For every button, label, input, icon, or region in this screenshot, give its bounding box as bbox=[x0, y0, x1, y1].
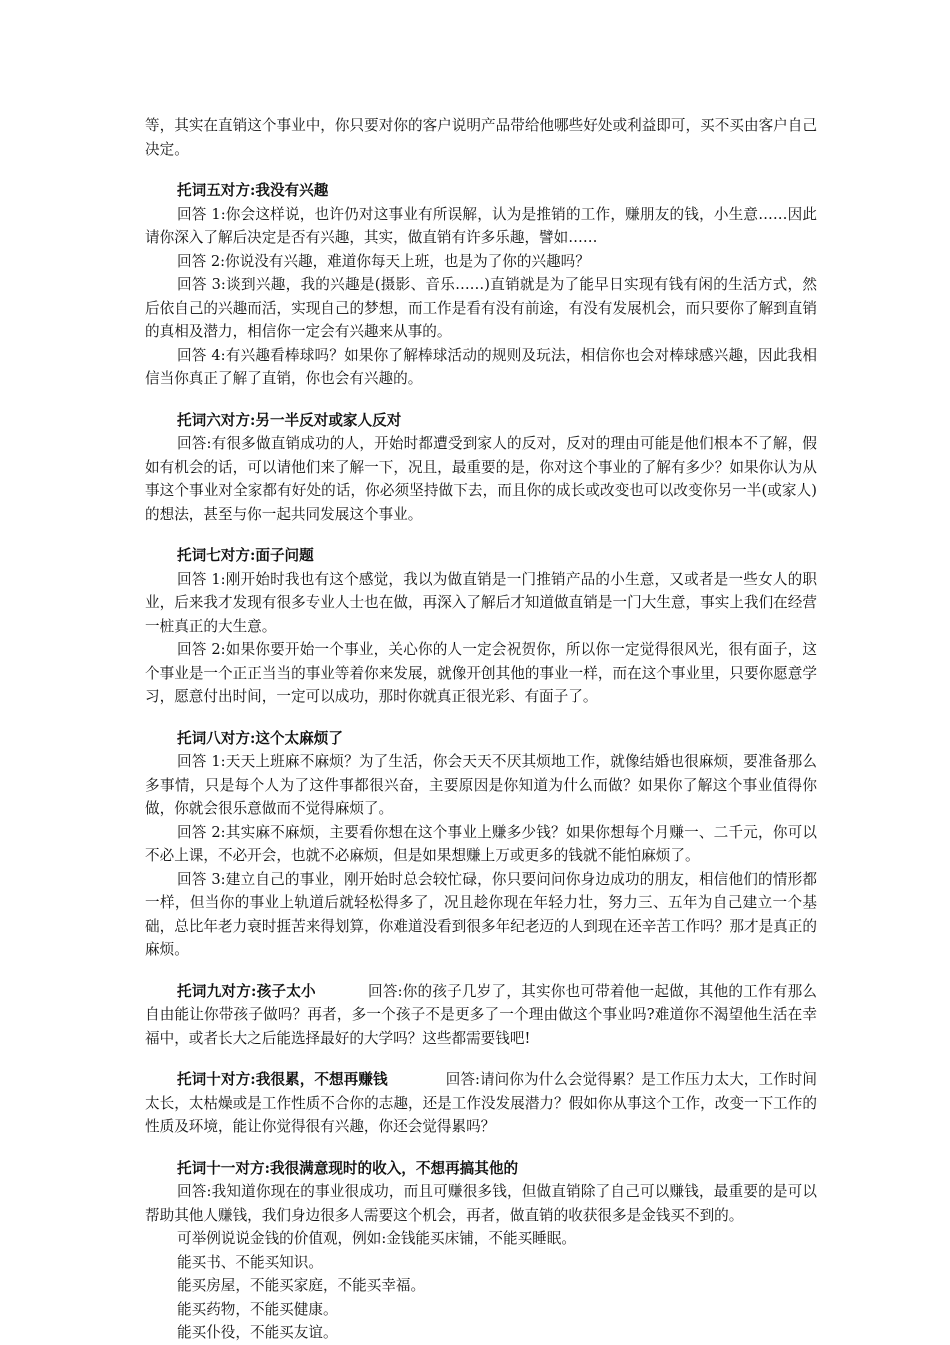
section-11-line-4: 能买药物，不能买健康。 bbox=[177, 1300, 338, 1318]
section-5-answer-1: 回答 1:你会这样说，也许仍对这事业有所误解，认为是推销的工作，赚朋友的钱，小生意……因此请你深入了解后决定是否有兴趣，其实，做直销有许多乐趣，譬如…… bbox=[145, 205, 817, 246]
section-10-heading: 托词十对方:我很累，不想再赚钱 bbox=[177, 1071, 388, 1088]
section-6-heading: 托词六对方:另一半反对或家人反对 bbox=[177, 411, 402, 429]
section-11-answer: 回答:我知道你现在的事业很成功，而且可赚很多钱，但做直销除了自己可以赚钱，最重要的是可以帮助其他人赚钱，我们身边很多人需要这个机会，再者，做直销的收获很多是金钱买不到的。 bbox=[145, 1183, 817, 1224]
section-11-line-1: 可举例说说金钱的价值观，例如:金钱能买床铺，不能买睡眠。 bbox=[177, 1230, 576, 1247]
section-10-answer: 回答:请问你为什么会觉得累？是工作压力太大，工作时间太长，太枯燥或是工作性质不合你的志趣，还是工作没发展潜力？假如你从事这个工作，改变一下工作的性质及环境，能让你觉得很有兴趣，你还会觉得累吗？ bbox=[145, 1071, 818, 1135]
section-5-answer-3: 回答 3:谈到兴趣，我的兴趣是(摄影、音乐……)直销就是为了能早日实现有钱有闲的生活方式，然后依自己的兴趣而活，实现自己的梦想，而工作是看有没有前途，有没有发展机会，而只要你了解到直销的真相及潜力，相信你一定会有兴趣来从事的。 bbox=[145, 276, 817, 340]
section-11-heading: 托词十一对方:我很满意现时的收入，不想再搞其他的 bbox=[177, 1159, 519, 1177]
section-11-line-5: 能买仆役，不能买友谊。 bbox=[177, 1324, 338, 1341]
section-8-answer-3: 回答 3:建立自己的事业，刚开始时总会较忙碌，你只要问问你身边成功的朋友，相信他们的情形都一样，但当你的事业上轨道后就轻松得多了，况且趁你现在年轻力壮，努力三、五年为自己建立一个基础，总比年老力衰时捱苦来得划算，你难道没看到很多年纪老迈的人到现在还辛苦工作吗？那才是真正的麻烦。 bbox=[145, 870, 817, 958]
section-9-answer: 回答:你的孩子几岁了，其实你也可带着他一起做，其他的工作有那么自由能让你带孩子做吗？再者，多一个孩子不是更多了一个理由做这个事业吗?难道你不渴望他生活在幸福中，或者长大之后能选择最好的大学吗？这些都需要钱吧! bbox=[145, 982, 817, 1047]
section-8-answer-1: 回答 1:天天上班麻不麻烦？为了生活，你会天天不厌其烦地工作，就像结婚也很麻烦，要准备那么多事情，只是每个人为了这件事都很兴奋，主要原因是你知道为什么而做？如果你了解这个事业值得你做，你就会很乐意做而不觉得麻烦了。 bbox=[145, 753, 817, 817]
section-6-answer: 回答:有很多做直销成功的人，开始时都遭受到家人的反对，反对的理由可能是他们根本不了解，假如有机会的话，可以请他们来了解一下，况且，最重要的是，你对这个事业的了解有多少？如果你认为从事这个事业对全家都有好处的话，你必须坚持做下去，而且你的成长或改变也可以改变你另一半(或家人)的想法，甚至与你一起共同发展这个事业。 bbox=[145, 435, 817, 523]
section-11-line-3: 能买房屋，不能买家庭，不能买幸福。 bbox=[177, 1277, 426, 1294]
intro-paragraph: 等，其实在直销这个事业中，你只要对你的客户说明产品带给他哪些好处或利益即可，买不买由客户自己决定。 bbox=[145, 117, 817, 158]
section-9-heading: 托词九对方:孩子太小 bbox=[177, 982, 316, 1000]
section-5-answer-2: 回答 2:你说没有兴趣，难道你每天上班，也是为了你的兴趣吗？ bbox=[177, 252, 590, 270]
section-9-paragraph bbox=[145, 980, 817, 1051]
section-7-answer-2: 回答 2:如果你要开始一个事业，关心你的人一定会祝贺你，所以你一定觉得很风光，很有面子，这个事业是一个正正当当的事业等着你来发展，就像开创其他的事业一样，而在这个事业里，只要你愿意学习，愿意付出时间，一定可以成功，那时你就真正很光彩、有面子了。 bbox=[145, 641, 817, 705]
document-body bbox=[145, 114, 817, 1345]
section-7-heading: 托词七对方:面子问题 bbox=[177, 547, 314, 564]
section-10-paragraph bbox=[145, 1068, 817, 1139]
section-5-answer-4: 回答 4:有兴趣看棒球吗？如果你了解棒球活动的规则及玩法，相信你也会对棒球感兴趣，因此我相信当你真正了解了直销，你也会有兴趣的。 bbox=[145, 346, 817, 387]
section-11-line-2: 能买书、不能买知识。 bbox=[177, 1253, 323, 1271]
section-8-heading: 托词八对方:这个太麻烦了 bbox=[177, 729, 343, 747]
section-5-heading: 托词五对方:我没有兴趣 bbox=[177, 182, 329, 199]
section-7-answer-1: 回答 1:刚开始时我也有这个感觉，我以为做直销是一门推销产品的小生意，又或者是一些女人的职业，后来我才发现有很多专业人士也在做，再深入了解后才知道做直销是一门大生意，事实上我们在经营一桩真正的大生意。 bbox=[145, 570, 817, 635]
section-8-answer-2: 回答 2:其实麻不麻烦，主要看你想在这个事业上赚多少钱？如果你想每个月赚一、二千元，你可以不必上课，不必开会，也就不必麻烦，但是如果想赚上万或更多的钱就不能怕麻烦了。 bbox=[145, 823, 817, 864]
